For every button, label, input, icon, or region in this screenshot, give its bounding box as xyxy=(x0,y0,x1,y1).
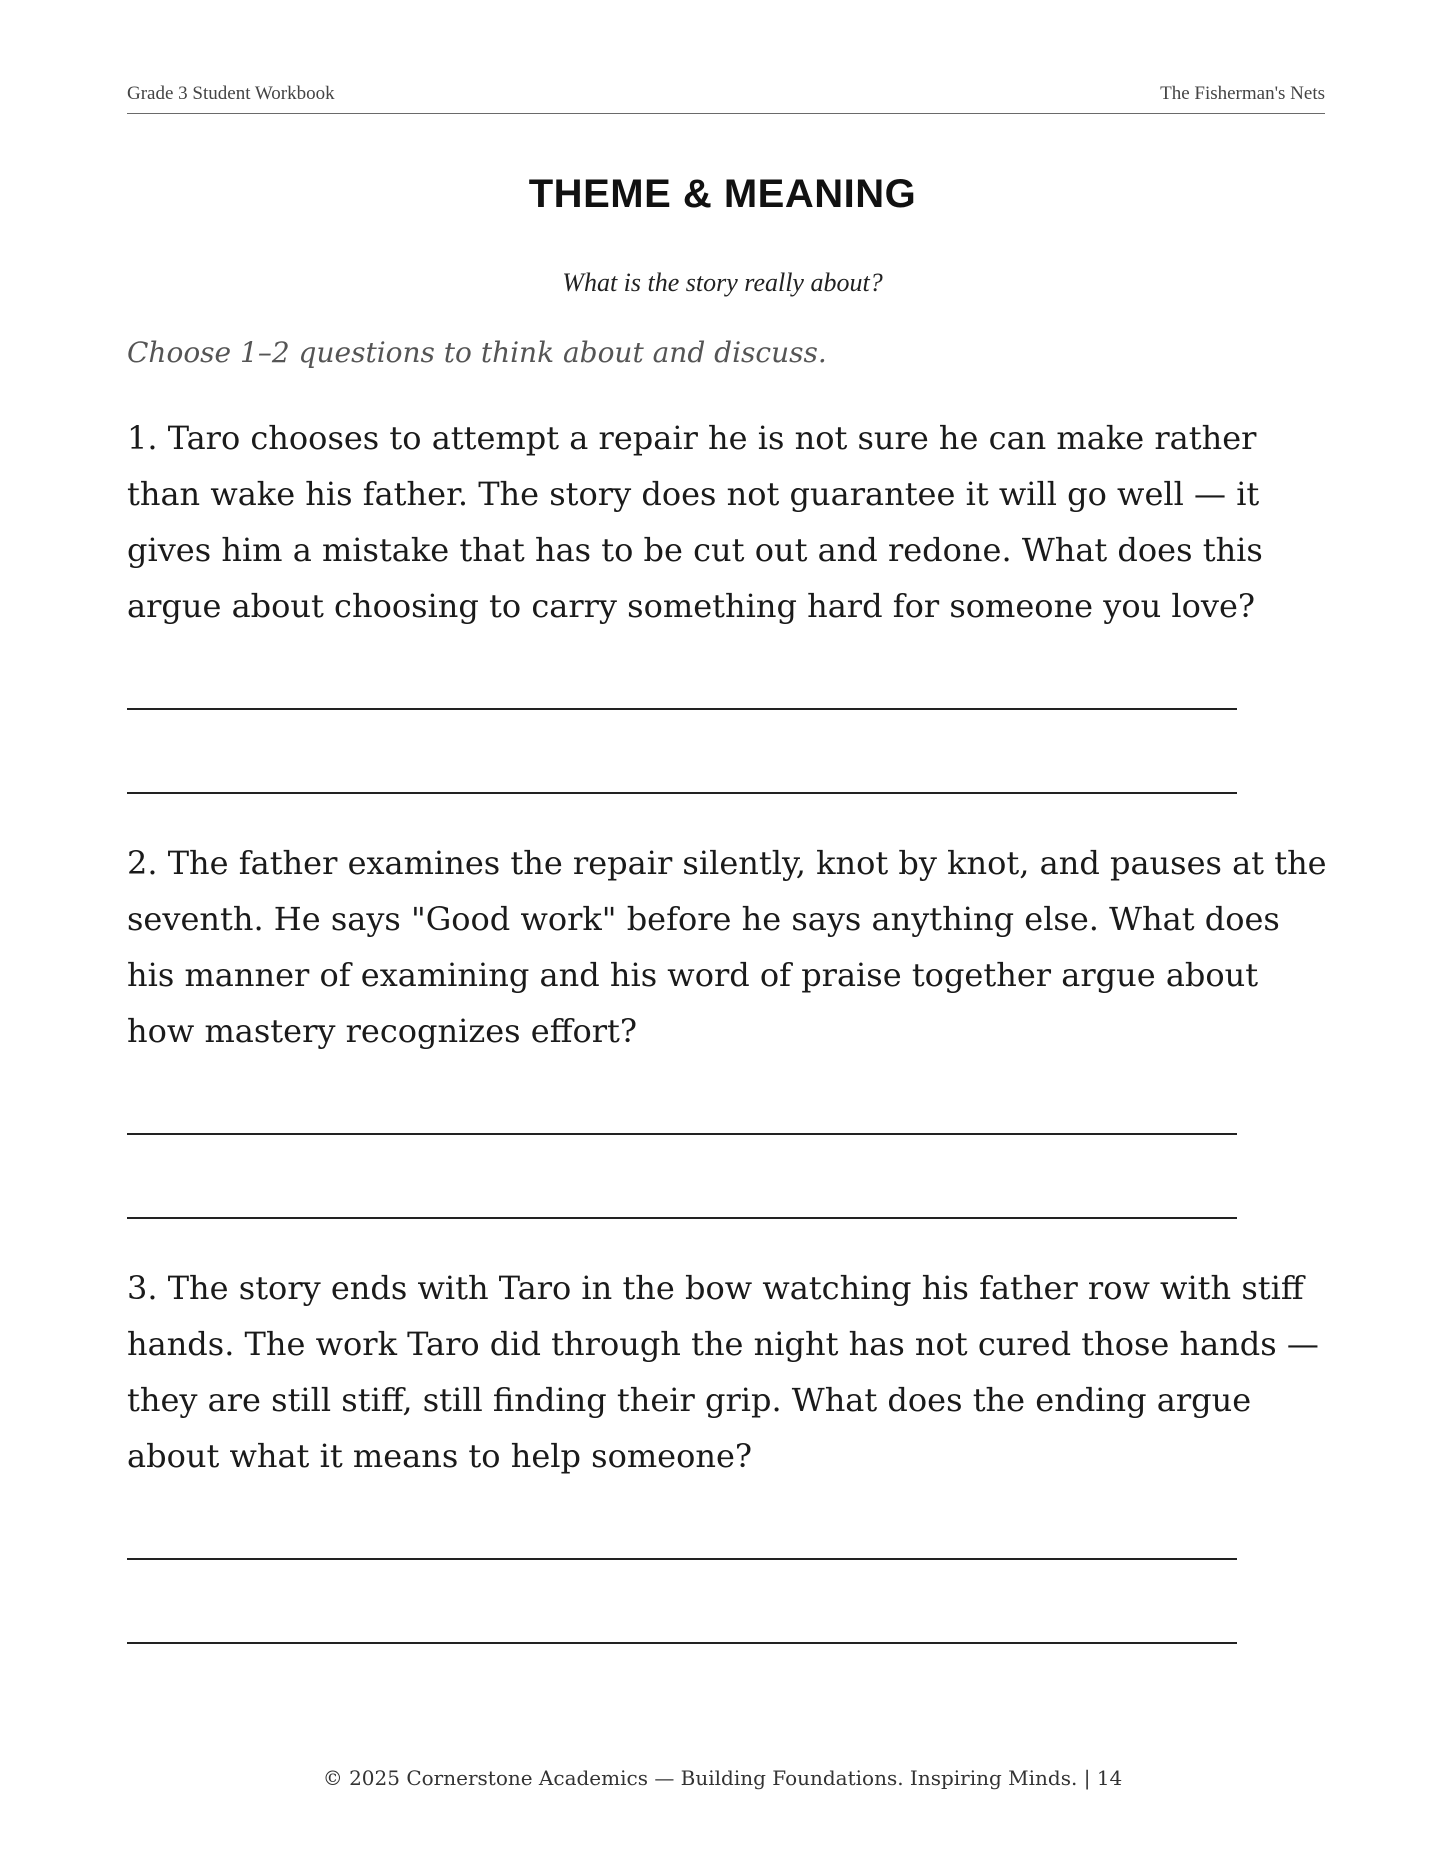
answer-line-1b[interactable] xyxy=(127,792,1237,794)
page-title: THEME & MEANING xyxy=(528,172,917,216)
answer-line-3b[interactable] xyxy=(127,1642,1237,1644)
answer-line-2b[interactable] xyxy=(127,1217,1237,1219)
page-number: 14 xyxy=(1096,1766,1123,1790)
workbook-label: Grade 3 Student Workbook xyxy=(127,83,335,104)
footer-separator: | xyxy=(1083,1766,1091,1790)
answer-line-1a[interactable] xyxy=(127,708,1237,710)
story-title: The Fisherman's Nets xyxy=(1160,83,1325,104)
page-header xyxy=(127,83,1325,114)
page-footer xyxy=(0,1766,1445,1790)
instructions: Choose 1–2 questions to think about and discuss. xyxy=(127,336,827,369)
answer-line-3a[interactable] xyxy=(127,1558,1237,1560)
question-3: 3. The story ends with Taro in the bow watching his father row with stiff hands. The work Taro did through the night has not cured those hands — they are still stiff, still finding their grip. What does the ending argue about what it means to help someone? xyxy=(127,1269,1319,1475)
answer-line-2a[interactable] xyxy=(127,1133,1237,1135)
footer-copyright: © 2025 Cornerstone Academics — Building Foundations. Inspiring Minds. xyxy=(322,1766,1078,1790)
page-subtitle: What is the story really about? xyxy=(562,268,883,297)
question-1: 1. Taro chooses to attempt a repair he is not sure he can make rather than wake his father. The story does not guarantee it will go well — it gives him a mistake that has to be cut out and redone. What does this argue about choosing to carry something hard for someone you love? xyxy=(127,419,1263,625)
question-2: 2. The father examines the repair silently, knot by knot, and pauses at the seventh. He says "Good work" before he says anything else. What does his manner of examining and his word of praise together argue about how mastery recognizes effort? xyxy=(127,844,1327,1050)
